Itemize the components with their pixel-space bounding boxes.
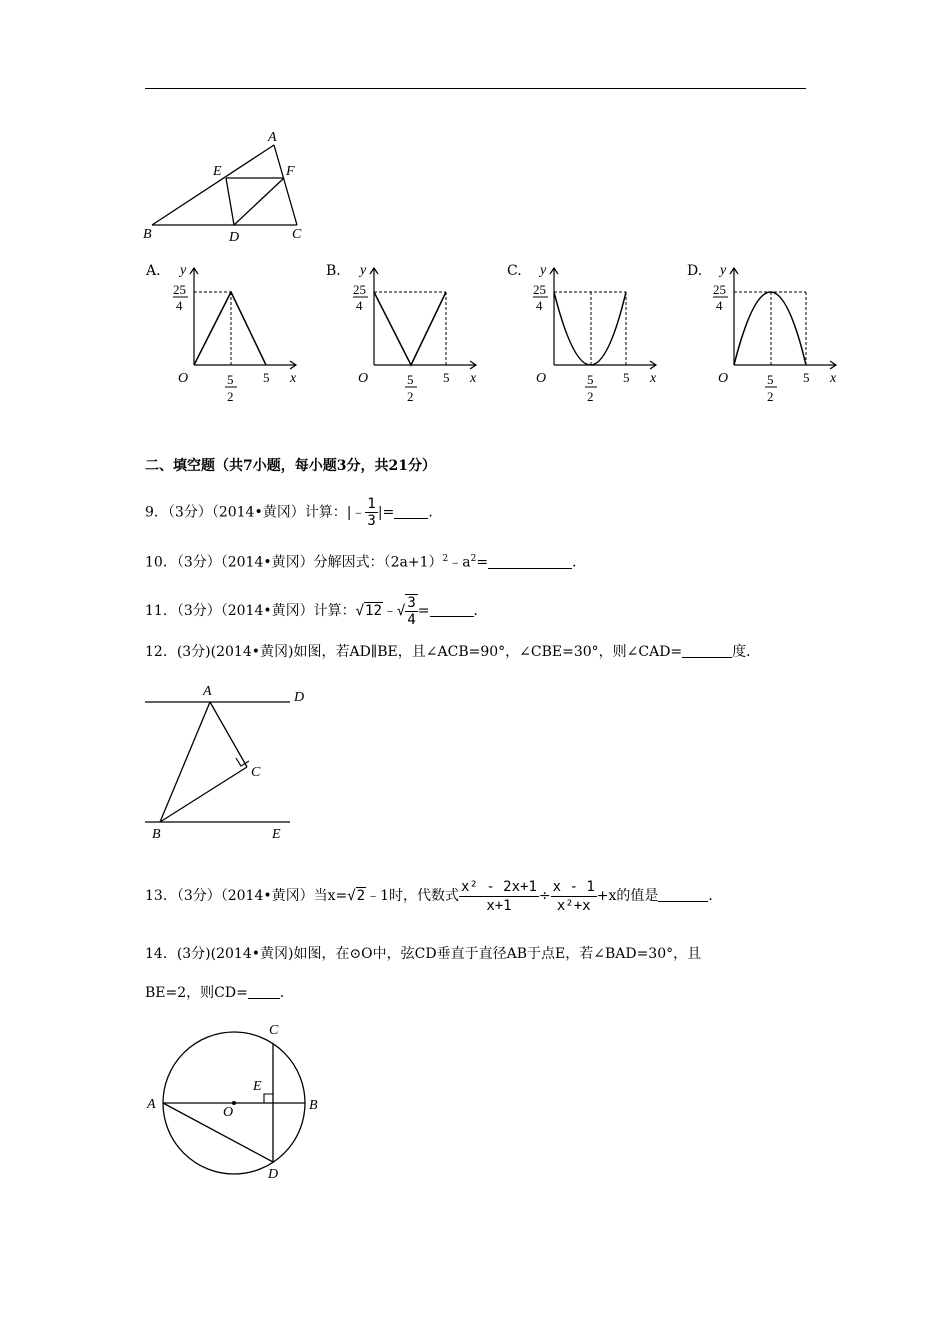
q11-den: 4 xyxy=(407,612,416,628)
xmid-num: 5 xyxy=(587,372,594,387)
axis-x-label: x xyxy=(650,371,657,386)
xmid-den: 2 xyxy=(227,389,234,404)
label-F: F xyxy=(286,164,295,179)
label-C: C xyxy=(251,765,261,780)
label-D: D xyxy=(268,1167,279,1182)
q13-radicand: 2 xyxy=(356,888,366,904)
q12-figure xyxy=(140,680,320,846)
q10-eq: = xyxy=(476,554,489,571)
q13-f2-den: x²+x xyxy=(556,897,591,914)
q8-triangle-figure xyxy=(140,126,310,246)
q13-plus: +x的值是 xyxy=(596,888,659,904)
q11-minus: ﹣ xyxy=(382,603,397,619)
q13-answer-blank[interactable] xyxy=(658,887,708,902)
q11-sqrt-12: √12 xyxy=(355,603,382,619)
q14-answer-blank[interactable] xyxy=(248,984,280,999)
q9-prefix: 9．（3分）（2014•黄冈）计算：|﹣ xyxy=(145,504,366,521)
label-C: C xyxy=(292,227,302,242)
xend-label: 5 xyxy=(443,370,450,385)
q13-end: ． xyxy=(708,888,723,904)
label-E: E xyxy=(213,164,222,179)
q10-mid: ﹣a xyxy=(448,554,471,571)
ytop-den: 4 xyxy=(536,298,543,313)
q11-end: ． xyxy=(473,603,488,619)
q10-answer-blank[interactable] xyxy=(488,554,572,569)
axis-x-label: x xyxy=(470,371,477,386)
q13-prefix: 13．（3分）（2014•黄冈）当x= xyxy=(145,888,348,904)
label-C: C xyxy=(269,1023,279,1038)
xend-label: 5 xyxy=(263,370,270,385)
origin-label: O xyxy=(536,371,547,386)
q11-answer-blank[interactable] xyxy=(430,602,474,617)
q9-answer-blank[interactable] xyxy=(394,504,428,519)
option-d-label: D. xyxy=(687,263,703,279)
label-B: B xyxy=(152,827,161,842)
header-rule xyxy=(145,88,806,89)
label-D: D xyxy=(294,690,305,705)
xmid-num: 5 xyxy=(227,372,234,387)
q10-sup2: 2 xyxy=(470,554,477,564)
label-B: B xyxy=(309,1098,318,1113)
q13-f1-num: x² - 2x+1 xyxy=(461,878,537,895)
axis-x-label: x xyxy=(830,371,837,386)
label-A: A xyxy=(268,130,277,145)
xmid-den: 2 xyxy=(767,389,774,404)
xmid-den: 2 xyxy=(407,389,414,404)
option-c-label: C. xyxy=(507,263,522,279)
q9-suffix: |= xyxy=(377,504,395,521)
axis-y-label: y xyxy=(180,263,187,278)
xmid-den: 2 xyxy=(587,389,594,404)
label-A: A xyxy=(203,684,212,699)
label-D: D xyxy=(229,230,240,245)
q11-sqrt-frac: √ $\frac{3}{4}$ xyxy=(396,595,416,628)
q13-sqrt: √2 xyxy=(347,888,366,904)
ytop-den: 4 xyxy=(356,298,363,313)
question-10 xyxy=(145,549,586,573)
ytop-den: 4 xyxy=(716,298,723,313)
axis-y-label: y xyxy=(360,263,367,278)
label-O: O xyxy=(223,1105,234,1120)
option-c-graph xyxy=(528,262,668,408)
option-d-graph xyxy=(708,262,848,408)
axis-y-label: y xyxy=(540,263,547,278)
ytop-num: 25 xyxy=(713,282,726,297)
label-E: E xyxy=(272,827,281,842)
axis-x-label: x xyxy=(290,371,297,386)
label-E: E xyxy=(253,1079,262,1094)
q11-prefix: 11．（3分）（2014•黄冈）计算： xyxy=(145,603,356,619)
ytop-num: 25 xyxy=(353,282,366,297)
label-A: A xyxy=(147,1097,156,1112)
section-title: 二、填空题（共7小题，每小题3分，共21分） xyxy=(145,458,436,474)
q10-end: ． xyxy=(572,554,587,571)
label-B: B xyxy=(143,227,152,242)
q10-prefix: 10．（3分）（2014•黄冈）分解因式：（2a+1） xyxy=(145,554,443,571)
xend-label: 5 xyxy=(623,370,630,385)
q13-fraction-1 xyxy=(459,878,539,915)
xend-label: 5 xyxy=(803,370,810,385)
q9-fraction xyxy=(365,496,377,529)
origin-label: O xyxy=(178,371,189,386)
option-a-graph xyxy=(168,262,308,408)
question-11 xyxy=(145,594,488,628)
q11-num: 3 xyxy=(407,595,416,611)
option-b-graph xyxy=(348,262,488,408)
question-13 xyxy=(145,876,722,916)
q13-mid: ﹣1时，代数式 xyxy=(366,888,460,904)
q12-text: 12．(3分)(2014•黄冈)如图，若AD∥BE，且∠ACB=90°，∠CBE=30°，则∠CAD= xyxy=(145,644,683,660)
question-14-line-2 xyxy=(145,983,294,1003)
ytop-num: 25 xyxy=(173,282,186,297)
axis-y-label: y xyxy=(720,263,727,278)
ytop-den: 4 xyxy=(176,298,183,313)
option-a-label: A. xyxy=(146,263,161,279)
ytop-num: 25 xyxy=(533,282,546,297)
origin-label: O xyxy=(718,371,729,386)
option-b-label: B. xyxy=(326,263,341,279)
origin-label: O xyxy=(358,371,369,386)
q9-num: 1 xyxy=(367,496,376,512)
q10-sup: 2 xyxy=(442,554,449,564)
question-14-line-1: 14．(3分)(2014•黄冈)如图，在⊙O中，弦CD垂直于直径AB于点E，若∠BAD=30°，且 xyxy=(145,946,702,962)
q14-line2: BE=2，则CD= xyxy=(145,985,248,1001)
q9-den: 3 xyxy=(367,513,376,529)
xmid-num: 5 xyxy=(767,372,774,387)
xmid-num: 5 xyxy=(407,372,414,387)
q12-answer-blank[interactable] xyxy=(682,643,732,658)
q14-circle-figure xyxy=(140,1015,330,1185)
question-12 xyxy=(145,642,760,662)
q11-eq: = xyxy=(417,603,430,619)
q14-end: ． xyxy=(279,985,294,1001)
q11-radicand: 12 xyxy=(365,603,382,619)
q9-end: ． xyxy=(428,504,443,521)
q12-end: 度． xyxy=(732,644,761,660)
question-9 xyxy=(145,496,442,529)
q13-f1-den: x+1 xyxy=(486,897,512,914)
q13-fraction-2 xyxy=(551,878,597,915)
q13-f2-num: x - 1 xyxy=(552,878,595,895)
q13-div: ÷ xyxy=(538,888,551,904)
